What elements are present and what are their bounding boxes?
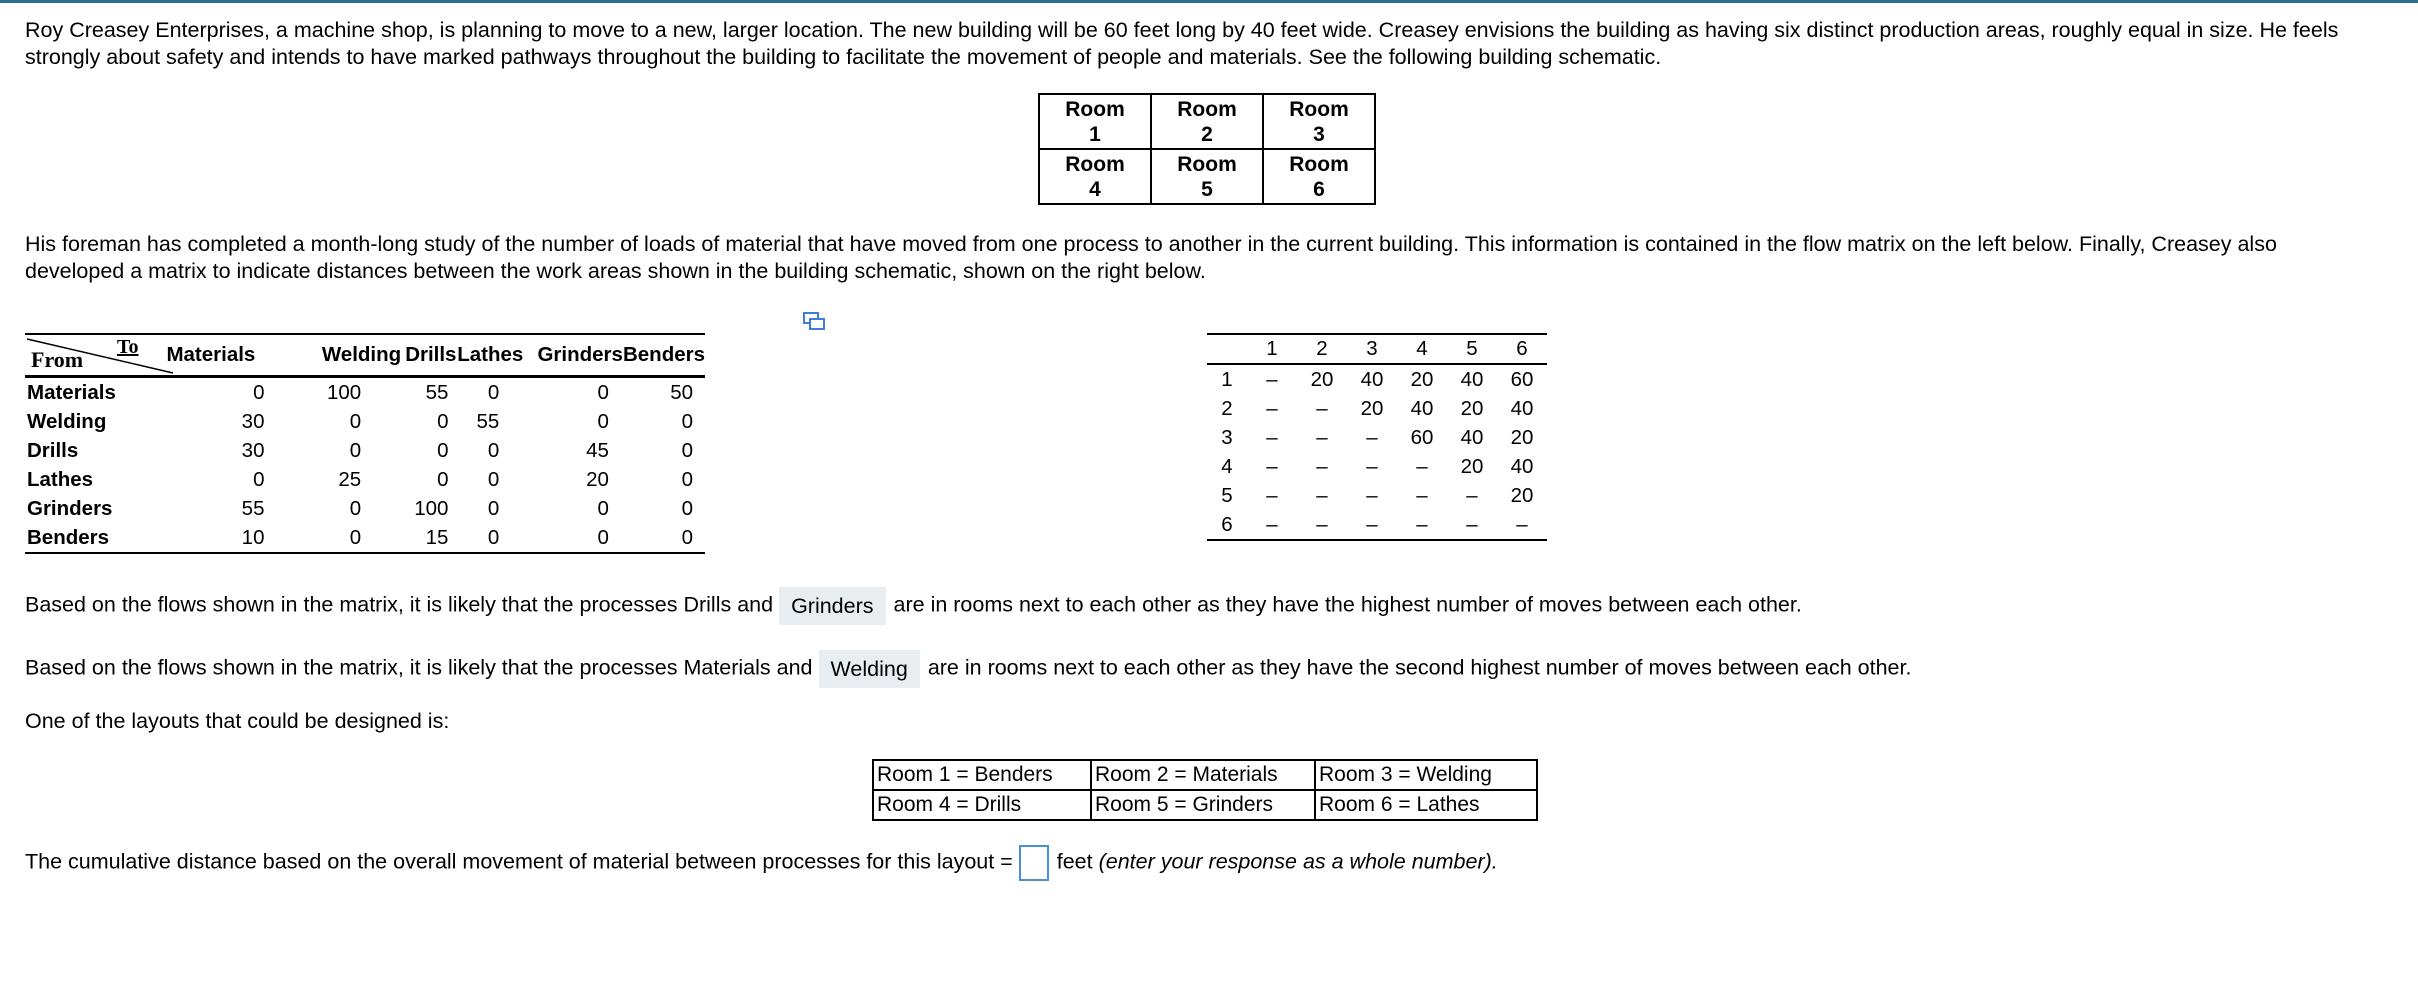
dist-row xyxy=(1207,364,1547,394)
flow-cell: 0 xyxy=(597,409,609,433)
flow-cell: 0 xyxy=(349,496,362,520)
flow-cell: 0 xyxy=(284,523,401,553)
schematic-room-6: Room 6 xyxy=(1263,149,1375,204)
dist-cell: – xyxy=(1266,367,1278,391)
flow-col-header: Lathes xyxy=(456,334,523,377)
flow-row-label: Welding xyxy=(27,409,107,433)
dist-row xyxy=(1207,423,1547,452)
flow-cell: 0 xyxy=(681,467,693,491)
schematic-room-4: Room 4 xyxy=(1039,149,1151,204)
intro-paragraph: Roy Creasey Enterprises, a machine shop, is planning to move to a new, larger location. The new building will be 60 feet long by 40 feet wide. Creasey envisions the building as having six distinct production areas, roughly equal in size. He feels strongly about safety and intends to have marked pathways throughout the building to facilitate the movement of people and materials. See the following building schematic. xyxy=(25,18,2339,69)
dist-cell: 40 xyxy=(1360,367,1384,391)
flow-row-label: Grinders xyxy=(27,496,113,520)
dist-cell: 20 xyxy=(1360,396,1384,420)
layout-cell: Room 2 = Materials xyxy=(1091,760,1315,790)
flow-col-header: Grinders xyxy=(523,334,623,377)
answer-dropdown-second-pair[interactable]: Welding xyxy=(819,650,920,688)
flow-row xyxy=(25,465,705,494)
flow-cell: 0 xyxy=(437,409,449,433)
dist-row-label: 2 xyxy=(1221,396,1233,420)
answer-dropdown-highest-pair[interactable]: Grinders xyxy=(779,587,885,625)
flow-cell: 100 xyxy=(414,496,449,520)
dist-cell: 20 xyxy=(1510,425,1534,449)
layout-cell: Room 3 = Welding xyxy=(1315,760,1537,790)
dist-row xyxy=(1207,452,1547,481)
dist-cell: 40 xyxy=(1510,396,1534,420)
copy-to-spreadsheet-icon[interactable] xyxy=(803,312,825,330)
flow-cell: 0 xyxy=(456,523,523,553)
question-highest-flow: Based on the flows shown in the matrix, it is likely that the processes Drills and Grinders are in rooms next to each other as they have the highest number of moves between each other. xyxy=(25,587,1802,625)
dist-cell: 40 xyxy=(1460,425,1484,449)
flow-cell: 0 xyxy=(349,438,362,462)
schematic-room-5: Room 5 xyxy=(1151,149,1263,204)
flow-cell: 55 xyxy=(476,409,500,433)
dist-row-label: 5 xyxy=(1221,483,1233,507)
top-accent-bar xyxy=(0,0,2418,3)
flow-cell: 15 xyxy=(401,523,456,553)
flow-row xyxy=(25,407,705,436)
flow-matrix xyxy=(25,333,705,554)
flow-cell: 0 xyxy=(597,380,609,404)
dist-cell: 20 xyxy=(1410,367,1434,391)
flow-row xyxy=(25,494,705,523)
dist-cell: 40 xyxy=(1510,454,1534,478)
question-cumulative-distance: The cumulative distance based on the overall movement of material between processes for this layout = feet (enter your response as a whole number). xyxy=(25,845,1498,881)
dist-cell: 20 xyxy=(1510,483,1534,507)
dist-cell: – xyxy=(1316,425,1328,449)
flow-cell: 45 xyxy=(586,438,609,462)
flow-cell: 0 xyxy=(597,496,609,520)
flow-col-header: Welding xyxy=(284,334,401,377)
foreman-paragraph: His foreman has completed a month-long study of the number of loads of material that have moved from one process to another in the current building. This information is contained in the flow matrix on the left below. Finally, Creasey also developed a matrix to indicate distances between the work areas shown in the building schematic, shown on the right below. xyxy=(25,232,2277,283)
flow-col-header: Benders xyxy=(623,334,705,377)
dist-cell: 60 xyxy=(1410,425,1434,449)
dist-cell: – xyxy=(1266,454,1278,478)
flow-row-label: Drills xyxy=(27,438,79,462)
flow-cell: 20 xyxy=(586,467,609,491)
dist-cell: – xyxy=(1316,454,1328,478)
flow-cell: 0 xyxy=(681,409,693,433)
dist-col-header: 3 xyxy=(1347,334,1397,364)
flow-cell: 30 xyxy=(241,438,265,462)
dist-cell: – xyxy=(1316,483,1328,507)
dist-cell: – xyxy=(1316,396,1328,420)
flow-row xyxy=(25,523,705,553)
layout-cell: Room 1 = Benders xyxy=(873,760,1091,790)
distance-matrix xyxy=(1207,333,1547,541)
schematic-room-3: Room 3 xyxy=(1263,94,1375,149)
flow-cell: 0 xyxy=(523,523,623,553)
dist-cell: – xyxy=(1266,425,1278,449)
dist-col-header: 5 xyxy=(1447,334,1497,364)
dist-cell: 40 xyxy=(1410,396,1434,420)
flow-cell: 0 xyxy=(253,380,265,404)
dist-cell: 20 xyxy=(1310,367,1334,391)
flow-cell: 0 xyxy=(623,523,705,553)
dist-cell: – xyxy=(1266,396,1278,420)
layout-cell: Room 4 = Drills xyxy=(873,790,1091,820)
dist-cell: – xyxy=(1416,454,1428,478)
dist-row-label: 6 xyxy=(1207,510,1247,540)
dist-row-label: 1 xyxy=(1221,367,1233,391)
flow-row-label: Materials xyxy=(27,380,116,404)
flow-cell: 0 xyxy=(349,409,362,433)
dist-cell: – xyxy=(1347,510,1397,540)
layout-intro-text: One of the layouts that could be designed is: xyxy=(25,709,450,733)
flow-cell: 0 xyxy=(681,438,693,462)
dist-cell: 20 xyxy=(1460,454,1484,478)
layout-cell: Room 5 = Grinders xyxy=(1091,790,1315,820)
dist-cell: – xyxy=(1366,454,1378,478)
dist-cell: – xyxy=(1416,483,1428,507)
dist-col-header: 1 xyxy=(1247,334,1297,364)
layout-cell: Room 6 = Lathes xyxy=(1315,790,1537,820)
building-schematic xyxy=(1038,93,1376,205)
dist-cell: 40 xyxy=(1460,367,1484,391)
flow-row-label: Benders xyxy=(25,523,166,553)
dist-row xyxy=(1207,481,1547,510)
dist-row-label: 3 xyxy=(1221,425,1233,449)
flow-cell: 0 xyxy=(681,496,693,520)
flow-cell: 50 xyxy=(670,380,693,404)
dist-cell: 20 xyxy=(1460,396,1484,420)
flow-cell: 0 xyxy=(487,438,500,462)
dist-cell: – xyxy=(1366,483,1378,507)
flow-cell: 0 xyxy=(437,438,449,462)
flow-cell: 55 xyxy=(241,496,265,520)
dist-col-header: 2 xyxy=(1297,334,1347,364)
flow-corner-header: From To xyxy=(25,334,166,377)
flow-cell: 100 xyxy=(326,380,362,404)
dist-cell: – xyxy=(1266,483,1278,507)
flow-row xyxy=(25,436,705,465)
dist-cell: – xyxy=(1397,510,1447,540)
dist-col-header: 6 xyxy=(1497,334,1547,364)
flow-cell: 0 xyxy=(437,467,449,491)
dist-corner xyxy=(1207,334,1247,364)
dist-row-label: 4 xyxy=(1221,454,1233,478)
flow-cell: 25 xyxy=(338,467,362,491)
flow-col-header: Materials xyxy=(166,334,284,377)
flow-cell: 10 xyxy=(166,523,284,553)
flow-cell: 0 xyxy=(487,380,500,404)
dist-cell: – xyxy=(1497,510,1547,540)
dist-cell: 60 xyxy=(1510,367,1534,391)
dist-row xyxy=(1207,510,1547,540)
flow-cell: 0 xyxy=(253,467,265,491)
dist-cell: – xyxy=(1247,510,1297,540)
proposed-layout-table xyxy=(872,759,1538,821)
flow-cell: 55 xyxy=(425,380,449,404)
flow-cell: 0 xyxy=(487,496,500,520)
dist-col-header: 4 xyxy=(1397,334,1447,364)
dist-cell: – xyxy=(1297,510,1347,540)
dist-cell: – xyxy=(1466,483,1478,507)
dist-row xyxy=(1207,394,1547,423)
flow-row-label: Lathes xyxy=(27,467,94,491)
flow-col-header: Drills xyxy=(401,334,456,377)
question-second-highest-flow: Based on the flows shown in the matrix, it is likely that the processes Materials and Welding are in rooms next to each other as they have the second highest number of moves between each other. xyxy=(25,650,1911,688)
schematic-room-2: Room 2 xyxy=(1151,94,1263,149)
cumulative-distance-input[interactable] xyxy=(1019,845,1049,881)
flow-cell: 30 xyxy=(241,409,265,433)
flow-cell: 0 xyxy=(487,467,500,491)
dist-cell: – xyxy=(1447,510,1497,540)
dist-cell: – xyxy=(1366,425,1378,449)
flow-row xyxy=(25,377,705,408)
schematic-room-1: Room 1 xyxy=(1039,94,1151,149)
